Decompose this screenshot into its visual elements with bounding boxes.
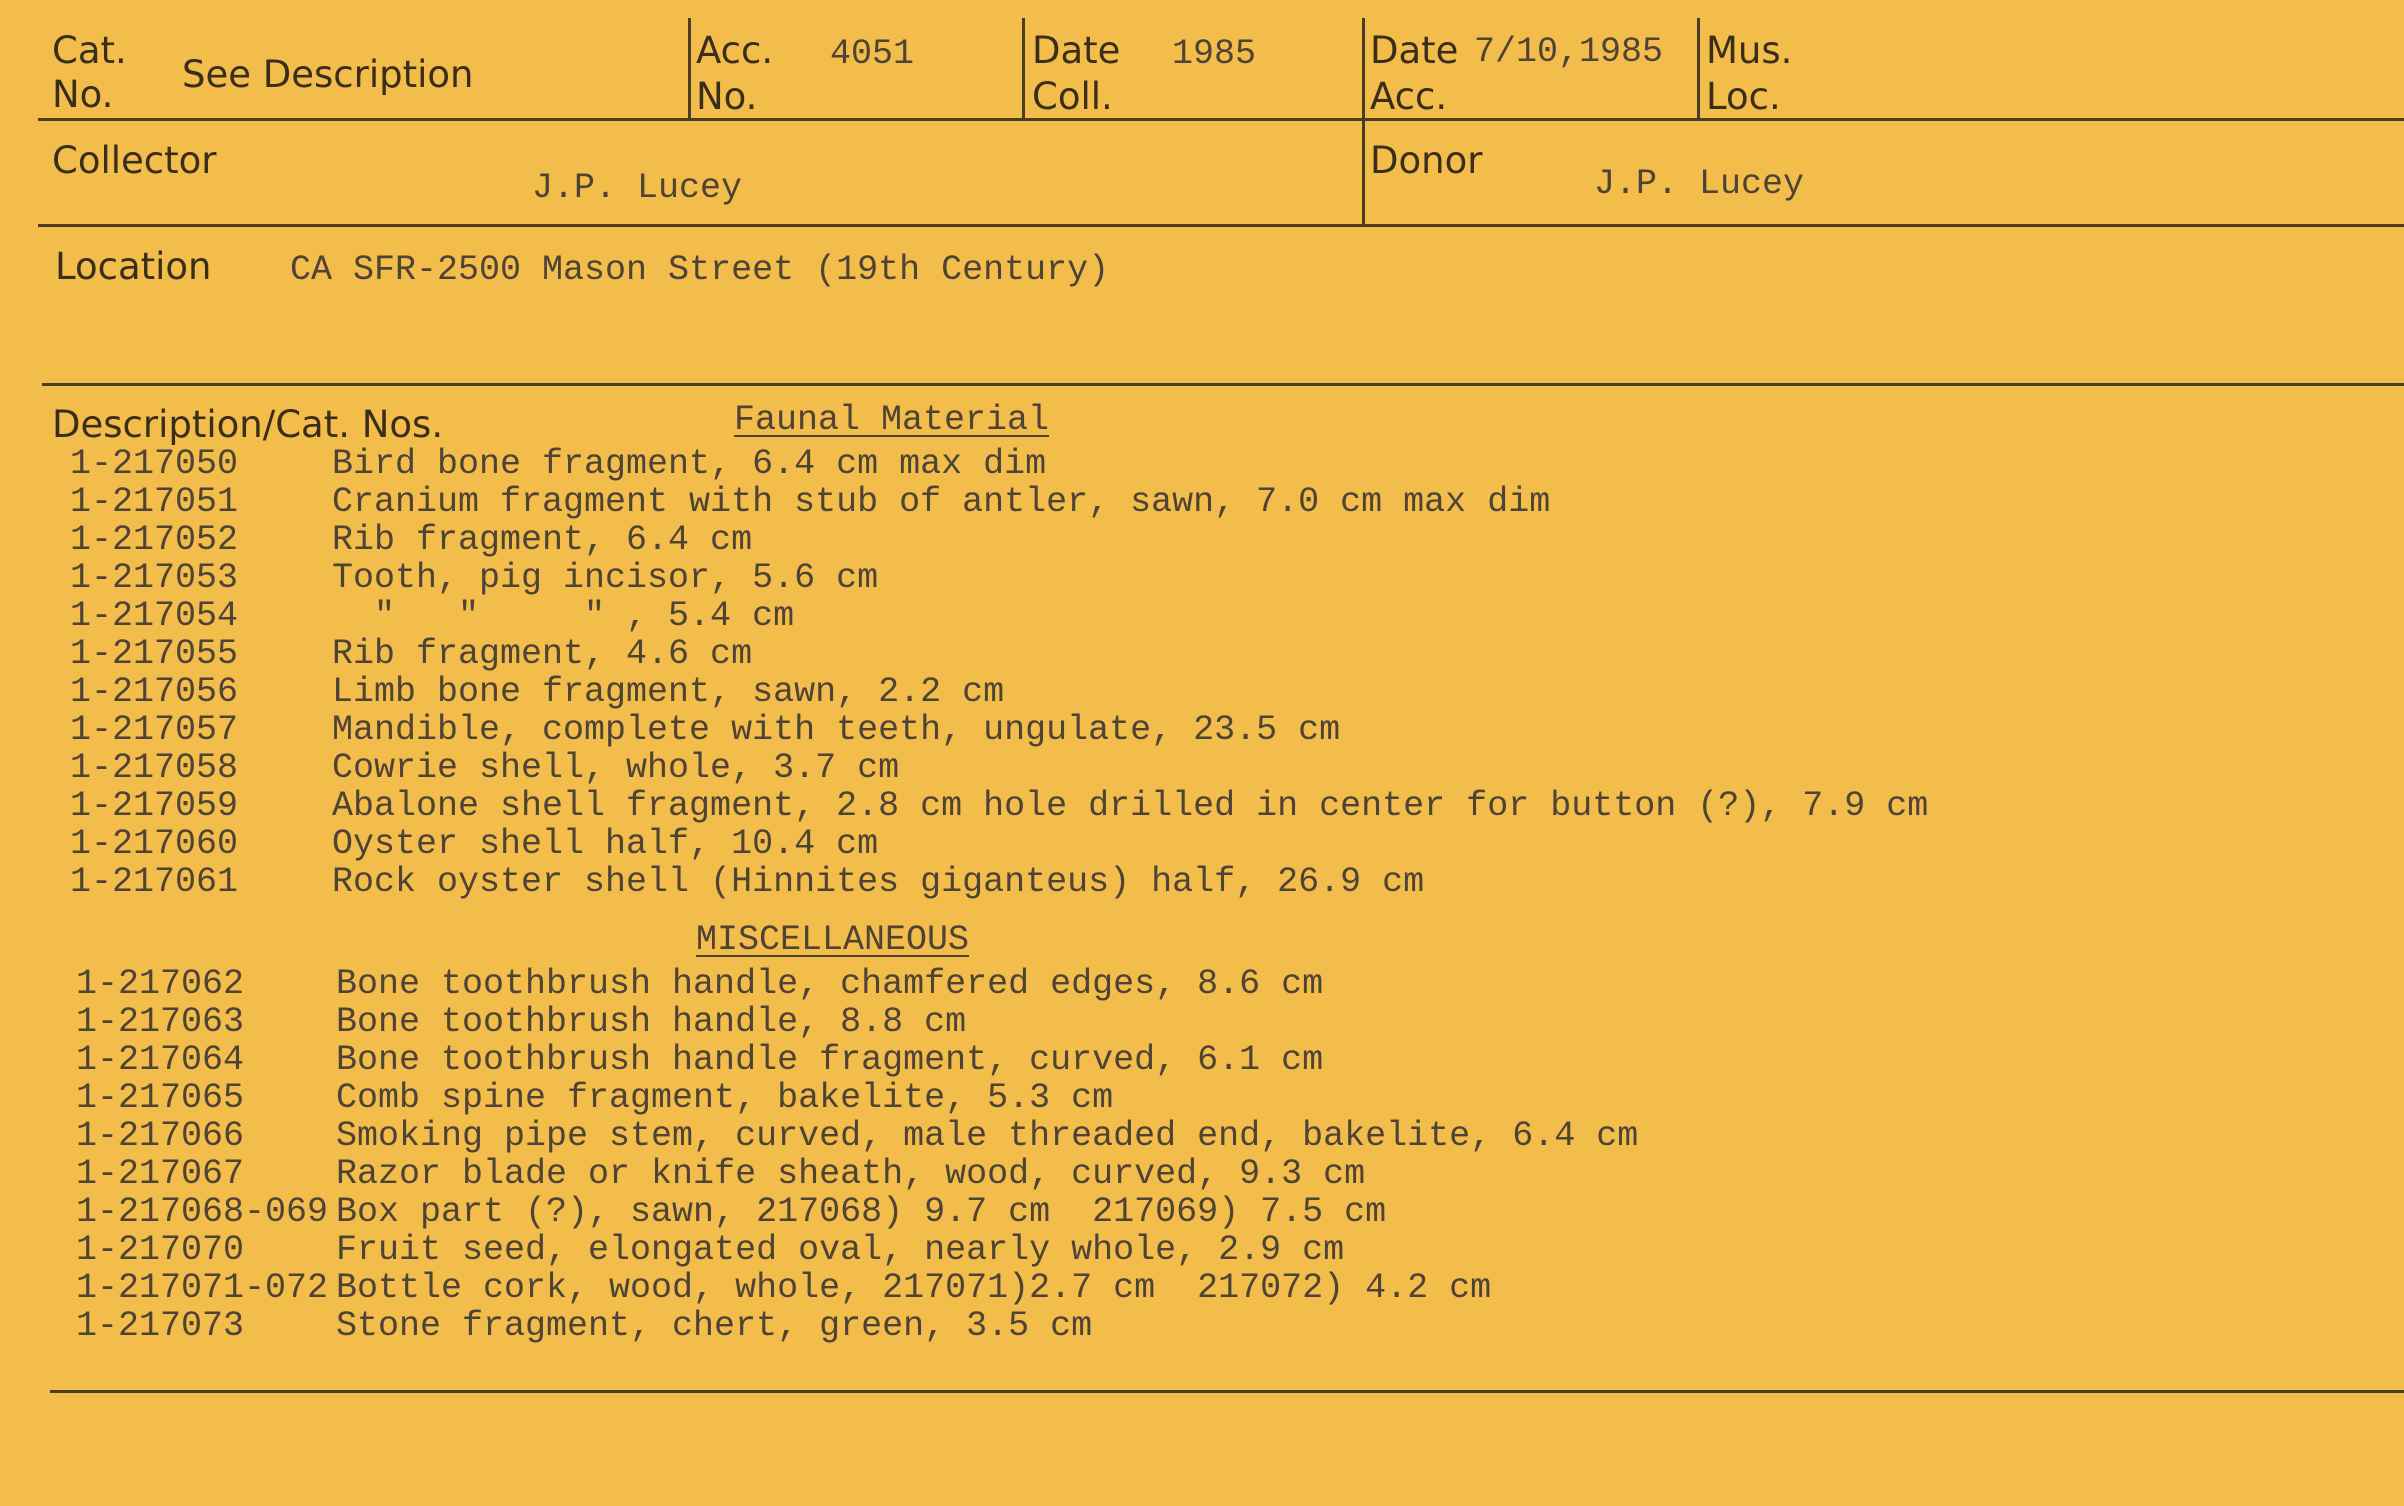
item-description: Razor blade or knife sheath, wood, curved, 9.3 cm [336, 1154, 1366, 1194]
catalog-number: 1-217056 [70, 672, 239, 712]
cat-label-2: No. [52, 73, 114, 116]
location-label: Location [55, 245, 212, 288]
catalog-number: 1-217051 [70, 482, 239, 522]
catalog-number: 1-217050 [70, 444, 239, 484]
location-rule [42, 383, 2404, 386]
divider-mus-loc [1697, 18, 1700, 121]
cat-label-1: Cat. [52, 29, 127, 72]
date-coll-value: 1985 [1172, 34, 1257, 74]
item-description: Limb bone fragment, sawn, 2.2 cm [332, 672, 1005, 712]
item-description: Bone toothbrush handle fragment, curved, 6.1 cm [336, 1040, 1324, 1080]
item-description: Abalone shell fragment, 2.8 cm hole drilled in center for button (?), 7.9 cm [332, 786, 1929, 826]
catalog-number: 1-217061 [70, 862, 239, 902]
catalog-number: 1-217058 [70, 748, 239, 788]
section-heading-miscellaneous: MISCELLANEOUS [696, 920, 970, 960]
item-description: Box part (?), sawn, 217068) 9.7 cm 217069) 7.5 cm [336, 1192, 1387, 1232]
bottom-rule [50, 1390, 2404, 1393]
catalog-number: 1-217065 [76, 1078, 245, 1118]
catalog-number: 1-217057 [70, 710, 239, 750]
item-description: Comb spine fragment, bakelite, 5.3 cm [336, 1078, 1114, 1118]
catalog-number: 1-217062 [76, 964, 245, 1004]
catalog-number: 1-217068-069 [76, 1192, 329, 1232]
catalog-number: 1-217063 [76, 1002, 245, 1042]
date-coll-label-1: Date [1032, 29, 1121, 72]
catalog-number: 1-217059 [70, 786, 239, 826]
header-rule [38, 118, 2404, 121]
collector-value: J.P. Lucey [532, 168, 743, 208]
catalog-number: 1-217071-072 [76, 1268, 329, 1308]
catalog-number: 1-217054 [70, 596, 239, 636]
location-value: CA SFR-2500 Mason Street (19th Century) [290, 250, 1110, 290]
divider-acc [688, 18, 691, 121]
acc-label-2: No. [696, 75, 758, 118]
item-description: Bird bone fragment, 6.4 cm max dim [332, 444, 1047, 484]
catalog-number: 1-217053 [70, 558, 239, 598]
donor-value: J.P. Lucey [1594, 164, 1805, 204]
date-acc-label-1: Date [1370, 29, 1459, 72]
donor-label: Donor [1370, 139, 1483, 182]
item-description: Cranium fragment with stub of antler, sawn, 7.0 cm max dim [332, 482, 1551, 522]
catalog-number: 1-217067 [76, 1154, 245, 1194]
collector-label: Collector [52, 139, 217, 182]
collector-rule [38, 224, 2404, 227]
catalog-number: 1-217066 [76, 1116, 245, 1156]
date-acc-label-2: Acc. [1370, 75, 1448, 118]
catalog-number: 1-217060 [70, 824, 239, 864]
mus-loc-label-2: Loc. [1706, 75, 1781, 118]
item-description: Bottle cork, wood, whole, 217071)2.7 cm 217072) 4.2 cm [336, 1268, 1492, 1308]
item-description: Bone toothbrush handle, chamfered edges, 8.6 cm [336, 964, 1324, 1004]
item-description: Fruit seed, elongated oval, nearly whole, 2.9 cm [336, 1230, 1345, 1270]
divider-date-coll [1022, 18, 1025, 121]
catalog-number: 1-217070 [76, 1230, 245, 1270]
date-coll-label-2: Coll. [1032, 75, 1113, 118]
catalog-number: 1-217055 [70, 634, 239, 674]
item-description: " " " , 5.4 cm [332, 596, 795, 636]
section-heading-faunal: Faunal Material [734, 400, 1050, 440]
description-label: Description/Cat. Nos. [52, 403, 444, 446]
item-description: Cowrie shell, whole, 3.7 cm [332, 748, 900, 788]
item-description: Rib fragment, 6.4 cm [332, 520, 753, 560]
item-description: Tooth, pig incisor, 5.6 cm [332, 558, 879, 598]
catalog-number: 1-217052 [70, 520, 239, 560]
catalog-number: 1-217073 [76, 1306, 245, 1346]
catalog-number: 1-217064 [76, 1040, 245, 1080]
item-description: Stone fragment, chert, green, 3.5 cm [336, 1306, 1093, 1346]
item-description: Mandible, complete with teeth, ungulate, 23.5 cm [332, 710, 1341, 750]
acc-value: 4051 [830, 34, 915, 74]
item-description: Smoking pipe stem, curved, male threaded end, bakelite, 6.4 cm [336, 1116, 1639, 1156]
cat-value: See Description [182, 53, 474, 96]
acc-label-1: Acc. [696, 29, 774, 72]
divider-date-acc [1362, 18, 1365, 226]
item-description: Bone toothbrush handle, 8.8 cm [336, 1002, 967, 1042]
mus-loc-label-1: Mus. [1706, 29, 1793, 72]
item-description: Rib fragment, 4.6 cm [332, 634, 753, 674]
date-acc-value: 7/10,1985 [1474, 32, 1664, 72]
item-description: Rock oyster shell (Hinnites giganteus) half, 26.9 cm [332, 862, 1425, 902]
item-description: Oyster shell half, 10.4 cm [332, 824, 879, 864]
